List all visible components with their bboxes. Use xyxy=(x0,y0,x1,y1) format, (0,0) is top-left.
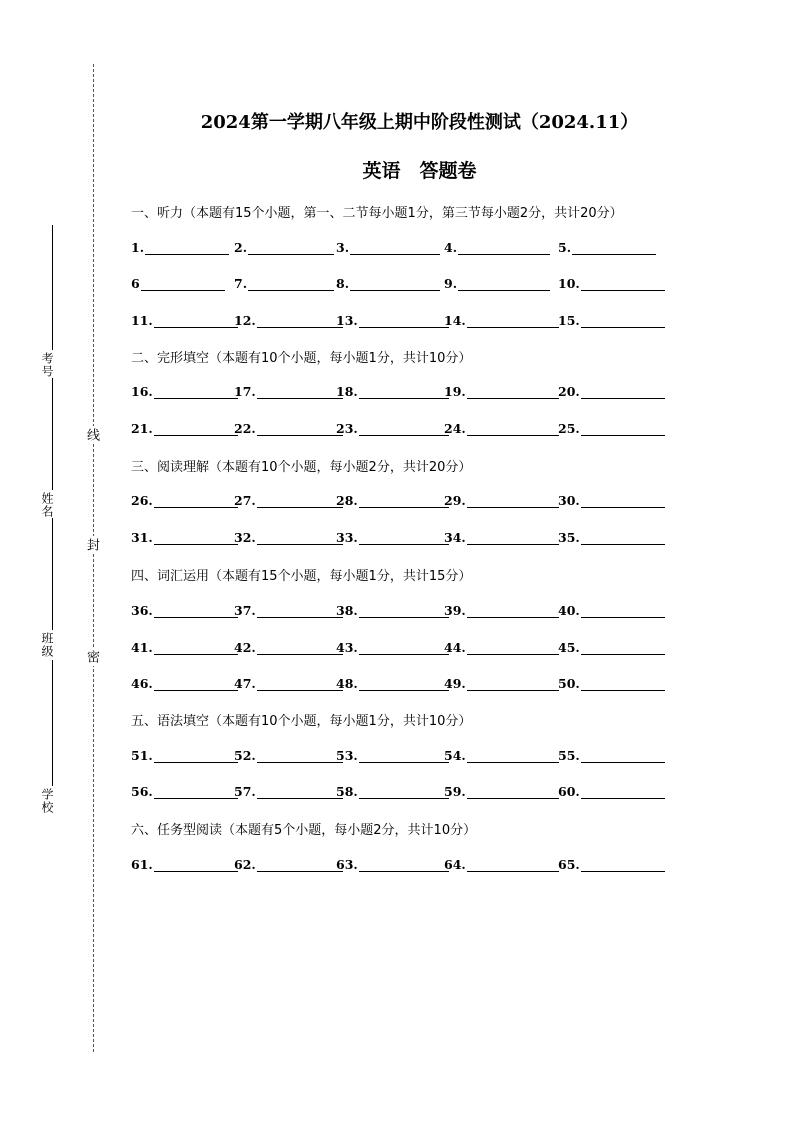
answer-row xyxy=(131,276,671,294)
answer-blank[interactable] xyxy=(248,240,334,255)
question-number: 61. xyxy=(131,857,153,872)
answer-blank[interactable] xyxy=(154,676,238,691)
answer-item xyxy=(336,276,440,291)
answer-blank[interactable] xyxy=(350,276,440,291)
answer-blank[interactable] xyxy=(154,421,238,436)
question-number: 9. xyxy=(444,276,458,291)
class-line[interactable] xyxy=(52,518,53,630)
answer-item xyxy=(234,784,343,799)
page-subtitle: 英语 答题卷 xyxy=(362,160,477,182)
question-number: 25. xyxy=(558,421,580,436)
answer-item xyxy=(444,784,559,799)
question-number: 35. xyxy=(558,530,580,545)
answer-blank[interactable] xyxy=(154,313,238,328)
answer-blank[interactable] xyxy=(467,421,559,436)
answer-row xyxy=(131,240,671,258)
answer-blank[interactable] xyxy=(154,748,238,763)
question-number: 32. xyxy=(234,530,256,545)
answer-item xyxy=(336,748,449,763)
question-number: 12. xyxy=(234,313,256,328)
answer-item xyxy=(336,530,449,545)
answer-blank[interactable] xyxy=(257,603,343,618)
answer-item xyxy=(131,493,238,508)
question-number: 36. xyxy=(131,603,153,618)
answer-item xyxy=(444,530,559,545)
answer-row xyxy=(131,530,671,548)
answer-blank[interactable] xyxy=(581,784,665,799)
answer-blank[interactable] xyxy=(359,313,449,328)
question-number: 16. xyxy=(131,384,153,399)
answer-item xyxy=(336,857,449,872)
question-number: 6 xyxy=(131,276,140,291)
answer-item xyxy=(444,276,550,291)
question-number: 58. xyxy=(336,784,358,799)
answer-row xyxy=(131,603,671,621)
answer-blank[interactable] xyxy=(458,276,550,291)
question-number: 30. xyxy=(558,493,580,508)
question-number: 22. xyxy=(234,421,256,436)
seal-char-xian: 线 xyxy=(84,428,99,442)
answer-item xyxy=(234,421,343,436)
answer-item xyxy=(336,676,449,691)
answer-blank[interactable] xyxy=(467,603,559,618)
answer-blank[interactable] xyxy=(154,603,238,618)
question-number: 4. xyxy=(444,240,458,255)
section-header: 五、语法填空（本题有10个小题，每小题1分，共计10分） xyxy=(131,714,472,729)
answer-item xyxy=(444,240,550,255)
question-number: 26. xyxy=(131,493,153,508)
question-number: 50. xyxy=(558,676,580,691)
answer-item xyxy=(336,240,440,255)
question-number: 55. xyxy=(558,748,580,763)
answer-item xyxy=(234,857,343,872)
answer-blank[interactable] xyxy=(467,784,559,799)
answer-blank[interactable] xyxy=(359,857,449,872)
answer-item xyxy=(444,676,559,691)
answer-item xyxy=(234,603,343,618)
answer-blank[interactable] xyxy=(257,748,343,763)
answer-row xyxy=(131,676,671,694)
section-header: 一、听力（本题有15个小题，第一、二节每小题1分，第三节每小题2分，共计20分） xyxy=(131,206,623,221)
answer-blank[interactable] xyxy=(359,603,449,618)
answer-blank[interactable] xyxy=(257,493,343,508)
question-number: 53. xyxy=(336,748,358,763)
question-number: 23. xyxy=(336,421,358,436)
answer-item xyxy=(444,748,559,763)
name-line[interactable] xyxy=(52,378,53,490)
answer-blank[interactable] xyxy=(581,421,665,436)
question-number: 54. xyxy=(444,748,466,763)
answer-item xyxy=(558,313,665,328)
answer-blank[interactable] xyxy=(141,276,225,291)
question-number: 11. xyxy=(131,313,153,328)
question-number: 13. xyxy=(336,313,358,328)
answer-blank[interactable] xyxy=(467,748,559,763)
section-header: 三、阅读理解（本题有10个小题，每小题2分，共计20分） xyxy=(131,460,472,475)
question-number: 19. xyxy=(444,384,466,399)
answer-item xyxy=(444,640,559,655)
answer-blank[interactable] xyxy=(467,493,559,508)
answer-blank[interactable] xyxy=(257,384,343,399)
question-number: 63. xyxy=(336,857,358,872)
question-number: 44. xyxy=(444,640,466,655)
answer-row xyxy=(131,384,671,402)
answer-blank[interactable] xyxy=(458,240,550,255)
school-line[interactable] xyxy=(52,660,53,786)
question-number: 21. xyxy=(131,421,153,436)
question-number: 24. xyxy=(444,421,466,436)
answer-item xyxy=(131,530,238,545)
class-label: 班级 xyxy=(40,632,54,658)
answer-blank[interactable] xyxy=(359,640,449,655)
question-number: 7. xyxy=(234,276,248,291)
answer-item xyxy=(558,748,665,763)
answer-item xyxy=(558,421,665,436)
question-number: 62. xyxy=(234,857,256,872)
answer-item xyxy=(234,276,334,291)
answer-blank[interactable] xyxy=(581,676,665,691)
question-number: 47. xyxy=(234,676,256,691)
answer-item xyxy=(131,784,238,799)
question-number: 10. xyxy=(558,276,580,291)
answer-item xyxy=(336,493,449,508)
question-number: 28. xyxy=(336,493,358,508)
answer-blank[interactable] xyxy=(467,313,559,328)
section-header: 四、词汇运用（本题有15个小题，每小题1分，共计15分） xyxy=(131,569,472,584)
answer-item xyxy=(131,276,225,291)
question-number: 1. xyxy=(131,240,145,255)
question-number: 49. xyxy=(444,676,466,691)
answer-blank[interactable] xyxy=(581,493,665,508)
answer-item xyxy=(558,493,665,508)
answer-item xyxy=(234,530,343,545)
answer-row xyxy=(131,857,671,875)
answer-item xyxy=(131,676,238,691)
answer-item xyxy=(131,640,238,655)
question-number: 65. xyxy=(558,857,580,872)
answer-item xyxy=(336,421,449,436)
answer-blank[interactable] xyxy=(581,640,665,655)
question-number: 14. xyxy=(444,313,466,328)
section-header: 二、完形填空（本题有10个小题，每小题1分，共计10分） xyxy=(131,351,472,366)
answer-blank[interactable] xyxy=(257,640,343,655)
answer-item xyxy=(558,857,665,872)
page-title: 2024第一学期八年级上期中阶段性测试（2024.11） xyxy=(200,112,639,133)
answer-blank[interactable] xyxy=(359,676,449,691)
seal-char-mi: 密 xyxy=(84,650,99,664)
question-number: 34. xyxy=(444,530,466,545)
answer-blank[interactable] xyxy=(572,240,656,255)
answer-item xyxy=(336,313,449,328)
name-label: 姓名 xyxy=(40,492,54,518)
answer-row xyxy=(131,748,671,766)
answer-item xyxy=(336,640,449,655)
answer-blank[interactable] xyxy=(145,240,229,255)
answer-blank[interactable] xyxy=(257,313,343,328)
answer-item xyxy=(558,640,665,655)
answer-blank[interactable] xyxy=(359,493,449,508)
answer-blank[interactable] xyxy=(581,603,665,618)
answer-item xyxy=(444,384,559,399)
answer-blank[interactable] xyxy=(581,857,665,872)
answer-item xyxy=(558,240,656,255)
answer-blank[interactable] xyxy=(359,748,449,763)
answer-item xyxy=(131,313,238,328)
answer-item xyxy=(336,384,449,399)
answer-blank[interactable] xyxy=(359,784,449,799)
question-number: 27. xyxy=(234,493,256,508)
question-number: 43. xyxy=(336,640,358,655)
answer-blank[interactable] xyxy=(154,493,238,508)
answer-item xyxy=(444,421,559,436)
question-number: 18. xyxy=(336,384,358,399)
question-number: 38. xyxy=(336,603,358,618)
answer-blank[interactable] xyxy=(581,384,665,399)
question-number: 37. xyxy=(234,603,256,618)
question-number: 29. xyxy=(444,493,466,508)
answer-item xyxy=(131,421,238,436)
question-number: 39. xyxy=(444,603,466,618)
answer-item xyxy=(234,493,343,508)
answer-item xyxy=(336,603,449,618)
exam-number-label: 考号 xyxy=(40,352,54,378)
answer-blank[interactable] xyxy=(257,857,343,872)
answer-blank[interactable] xyxy=(467,384,559,399)
answer-blank[interactable] xyxy=(467,530,559,545)
question-number: 5. xyxy=(558,240,572,255)
question-number: 33. xyxy=(336,530,358,545)
answer-item xyxy=(234,240,334,255)
exam-number-line[interactable] xyxy=(52,225,53,350)
answer-item xyxy=(234,748,343,763)
question-number: 57. xyxy=(234,784,256,799)
question-number: 40. xyxy=(558,603,580,618)
seal-char-feng: 封 xyxy=(84,538,99,552)
question-number: 46. xyxy=(131,676,153,691)
answer-blank[interactable] xyxy=(257,676,343,691)
answer-item xyxy=(444,857,559,872)
answer-item xyxy=(131,857,238,872)
answer-blank[interactable] xyxy=(154,530,238,545)
answer-item xyxy=(131,603,238,618)
answer-blank[interactable] xyxy=(154,640,238,655)
answer-blank[interactable] xyxy=(467,676,559,691)
question-number: 45. xyxy=(558,640,580,655)
answer-item xyxy=(558,530,665,545)
question-number: 64. xyxy=(444,857,466,872)
answer-blank[interactable] xyxy=(154,384,238,399)
answer-item xyxy=(558,784,665,799)
answer-item xyxy=(131,384,238,399)
question-number: 3. xyxy=(336,240,350,255)
question-number: 48. xyxy=(336,676,358,691)
answer-blank[interactable] xyxy=(154,857,238,872)
answer-row xyxy=(131,313,671,331)
question-number: 56. xyxy=(131,784,153,799)
answer-item xyxy=(558,603,665,618)
answer-blank[interactable] xyxy=(467,640,559,655)
answer-blank[interactable] xyxy=(359,421,449,436)
binding-dashed-line xyxy=(93,64,94,1052)
question-number: 2. xyxy=(234,240,248,255)
section-header: 六、任务型阅读（本题有5个小题，每小题2分，共计10分） xyxy=(131,823,477,838)
question-number: 42. xyxy=(234,640,256,655)
school-label: 学校 xyxy=(40,788,54,814)
answer-item xyxy=(558,676,665,691)
answer-blank[interactable] xyxy=(257,421,343,436)
answer-item xyxy=(234,384,343,399)
answer-blank[interactable] xyxy=(467,857,559,872)
answer-blank[interactable] xyxy=(359,384,449,399)
question-number: 8. xyxy=(336,276,350,291)
answer-item xyxy=(444,493,559,508)
answer-item xyxy=(558,384,665,399)
answer-item xyxy=(234,313,343,328)
answer-item xyxy=(336,784,449,799)
answer-blank[interactable] xyxy=(248,276,334,291)
answer-blank[interactable] xyxy=(359,530,449,545)
answer-blank[interactable] xyxy=(581,313,665,328)
answer-row xyxy=(131,784,671,802)
question-number: 17. xyxy=(234,384,256,399)
answer-row xyxy=(131,421,671,439)
question-number: 20. xyxy=(558,384,580,399)
question-number: 59. xyxy=(444,784,466,799)
question-number: 52. xyxy=(234,748,256,763)
answer-row xyxy=(131,640,671,658)
answer-row xyxy=(131,493,671,511)
answer-blank[interactable] xyxy=(154,784,238,799)
question-number: 15. xyxy=(558,313,580,328)
answer-item xyxy=(558,276,665,291)
answer-item xyxy=(444,313,559,328)
answer-item xyxy=(131,240,229,255)
answer-blank[interactable] xyxy=(350,240,440,255)
answer-item xyxy=(234,676,343,691)
question-number: 51. xyxy=(131,748,153,763)
question-number: 31. xyxy=(131,530,153,545)
answer-blank[interactable] xyxy=(257,784,343,799)
answer-item xyxy=(444,603,559,618)
answer-blank[interactable] xyxy=(257,530,343,545)
answer-item xyxy=(234,640,343,655)
question-number: 60. xyxy=(558,784,580,799)
question-number: 41. xyxy=(131,640,153,655)
answer-blank[interactable] xyxy=(581,276,665,291)
answer-item xyxy=(131,748,238,763)
answer-blank[interactable] xyxy=(581,530,665,545)
answer-blank[interactable] xyxy=(581,748,665,763)
